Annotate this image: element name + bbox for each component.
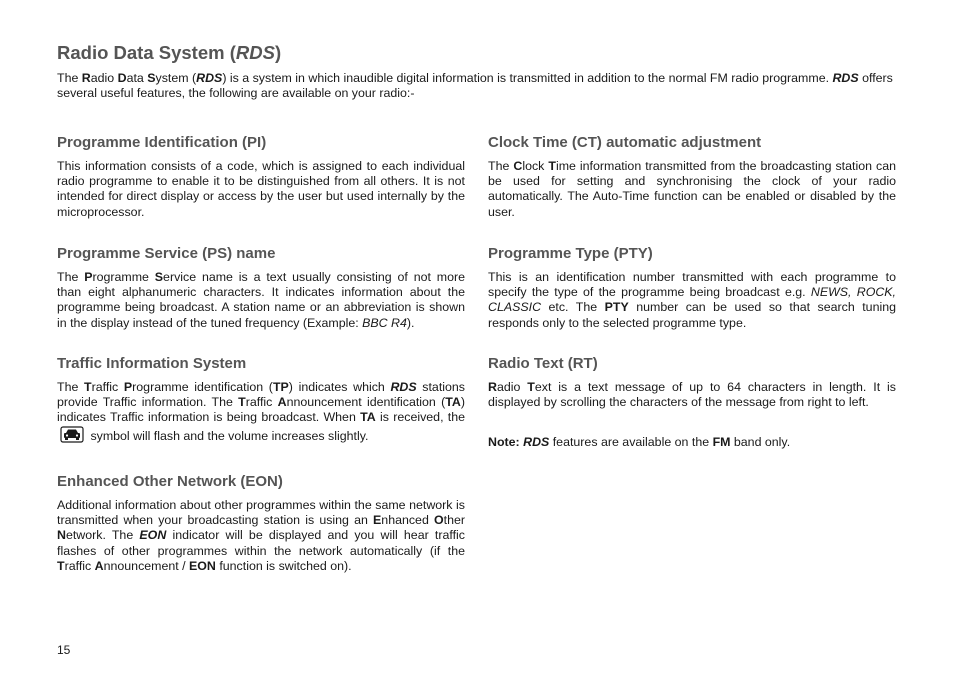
text: RDS [390,380,417,394]
text: number can be used so that search tuning responds only to the selected programme type. [488,300,896,330]
text: The [57,71,82,85]
text: S [147,71,156,85]
text: T [57,558,65,573]
note-label: Note: [488,435,520,449]
text: The [488,159,514,173]
page-number: 15 [57,643,71,657]
text: ) is a system in which inaudible digital information is transmitted in addition to the normal FM radio programme. [222,71,833,85]
text: ystem ( [155,71,197,85]
section-heading: Programme Identification (PI) [57,134,267,151]
text: EON [139,528,167,543]
text: RDS [523,435,550,449]
text: ther [443,513,465,528]
text: R [488,380,497,394]
text: D [117,71,127,85]
text: ata [126,71,148,85]
text: indicator will be displayed and you will hear traffic flashes of other programmes within the network automatically (if the [57,528,465,558]
title-abbr: RDS [235,42,275,63]
section-body [488,159,896,220]
text: function is switched on). [215,558,352,573]
section-body [488,270,896,331]
text: FM [712,435,731,449]
text: NEWS, ROCK, CLASSIC [488,285,896,315]
text: O [434,513,444,528]
text: TA [360,410,376,425]
text: R [81,71,91,85]
text: T [548,159,556,173]
text: features are available on the [549,435,713,449]
section-heading: Programme Type (PTY) [488,245,653,262]
text: ) indicates which [288,380,391,394]
text: adio [496,380,528,394]
text: RDS [196,71,223,85]
note [488,435,896,450]
text: raffic [91,380,124,394]
text: T [527,380,535,394]
text: band only. [730,435,791,449]
text: E [373,513,382,528]
text: stations provide Traffic information. The [57,380,465,410]
text: P [123,380,133,394]
section-body [57,270,465,331]
text: A [94,558,104,573]
text: symbol will flash and the volume increases slightly. [87,428,369,443]
text: The [57,380,85,394]
section-body [57,498,465,574]
text: Additional information about other programmes within the same network is transmitted when your broadcasting station is using an [57,498,465,528]
text: S [154,270,164,284]
section-body [488,380,896,410]
car-icon [60,426,84,447]
text: P [84,270,93,284]
text: rogramme identification ( [132,380,273,394]
text: ) indicates Traffic information is being broadcast. When [57,395,465,425]
text: is received, the [375,410,466,425]
section-heading: Traffic Information System [57,355,247,372]
text: nnouncement / [103,558,190,573]
text: A [277,395,287,410]
text: N [57,528,66,543]
text: lock [522,159,549,173]
text: ime information transmitted from the broadcasting station can be used for setting and synchronising the clock of your radio automatically. The Auto-Time function can be enabled or disabled by the user. [488,159,896,219]
text: TA [445,395,461,410]
title-text: Radio Data System ( [57,42,236,63]
text: etwork. The [65,528,140,543]
text: ervice name is a text usually consisting of not more than eight alphanumeric characters. It indicates information about the programme being broadcast. A station name or an abbreviation is shown in the display instead of the tuned frequency (Example: [57,270,465,330]
text: offers several useful features, the following are available on your radio:- [57,71,893,101]
text: nnouncement identification ( [286,395,446,410]
text: RDS [832,71,859,85]
text: T [84,380,92,394]
text: T [238,395,246,410]
text: The [57,270,85,284]
text: ). [406,315,415,330]
text: This is an identification number transmitted with each programme to specify the type of the programme being broadcast e.g. [488,270,896,300]
section-body: This information consists of a code, which is assigned to each individual radio programme to enable it to be distinguished from all others. It is not intended for direct display or access by the user but used internally by the microprocessor. [57,159,465,219]
section-body [57,380,465,447]
section-heading: Radio Text (RT) [488,355,598,372]
text: raffic [245,395,278,410]
section-programme-type [488,245,896,331]
section-enhanced-other-network [57,473,465,574]
intro-paragraph [57,71,897,101]
section-radio-text [488,355,896,410]
text: EON [189,558,216,573]
section-heading: Clock Time (CT) automatic adjustment [488,134,762,151]
text: etc. The [541,300,605,315]
text: raffic [64,558,95,573]
section-programme-service [57,245,465,331]
text: nhanced [381,513,434,528]
section-programme-identification [57,134,465,220]
text: BBC R4 [362,315,407,330]
text: PTY [604,300,629,315]
title-end: ) [274,42,282,63]
page-title [57,42,281,64]
text: rogramme [92,270,155,284]
section-heading: Programme Service (PS) name [57,245,276,262]
text: C [513,159,523,173]
text: adio [90,71,118,85]
section-traffic-information [57,355,465,447]
text: TP [272,380,289,394]
text: ext is a text message of up to 64 characters in length. It is displayed by scrolling the characters of the message from right to left. [488,380,897,410]
section-heading: Enhanced Other Network (EON) [57,473,283,490]
section-clock-time [488,134,896,220]
